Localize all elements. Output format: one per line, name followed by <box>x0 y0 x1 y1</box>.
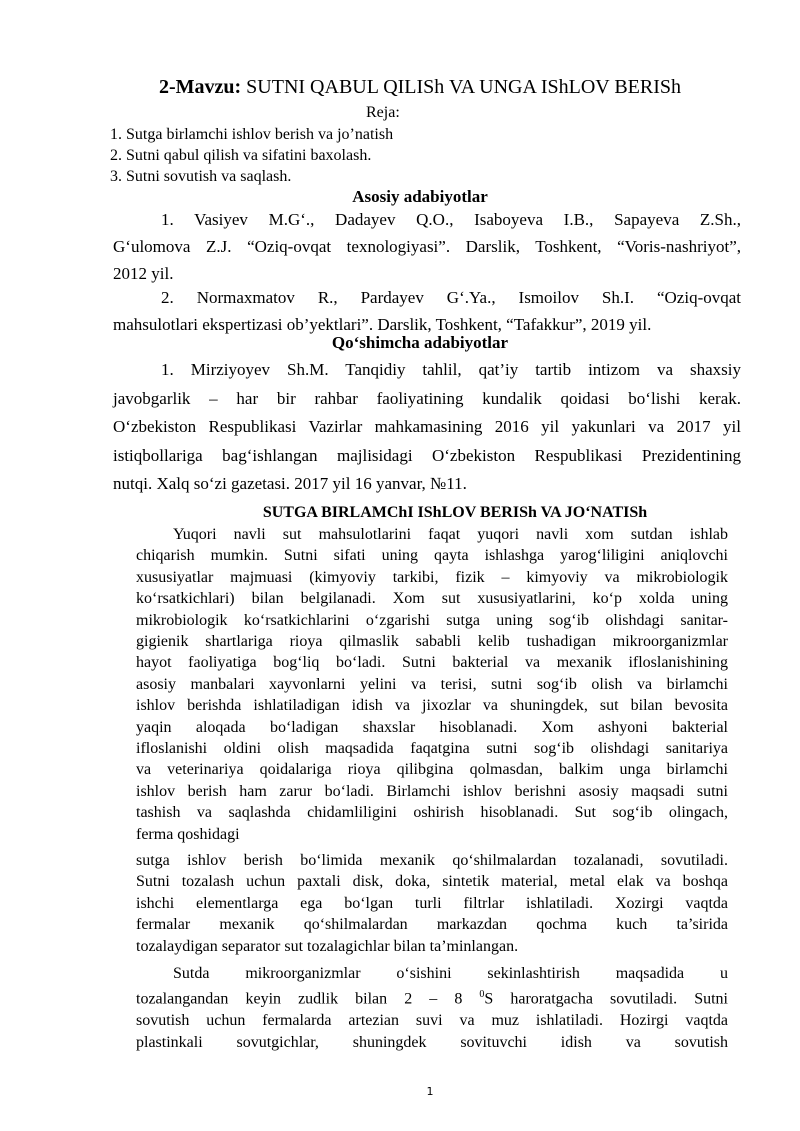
plan-heading: Reja: <box>366 104 400 121</box>
text-line: mikrobiologik ko‘rsatkichlarini o‘zgarishi sutga uning sog‘ib olishdagi sanitar- <box>136 611 728 629</box>
reference-line: 2. Normaxmatov R., Pardayev G‘.Ya., Ismoilov Sh.I. “Oziq-ovqat <box>161 288 741 307</box>
title-prefix: 2-Mavzu: <box>158 76 242 98</box>
main-literature-item-1 <box>113 206 741 287</box>
text-line: yaqin aloqada bo‘ladigan shaxslar hisoblanadi. Xom ashyoni bakterial <box>136 718 728 736</box>
degree-superscript: 0 <box>479 989 485 1001</box>
text-line: gigienik shartlariga rioya qilmaslik sababli kelib tushadigan mikroorganizmlar <box>136 633 728 651</box>
reference-line: 1. Mirziyoyev Sh.M. Tanqidiy tahlil, qat’iy tartib intizom va shaxsiy <box>161 360 741 379</box>
body-paragraph-3 <box>136 963 728 1053</box>
text-line: ferma qoshidagi <box>136 825 240 843</box>
main-literature-item-2 <box>113 284 741 338</box>
reference-line: javobgarlik – har bir rahbar faoliyatining kundalik qoidasi bo‘lishi kerak. <box>113 388 741 408</box>
text-fragment: S haroratgacha sovutiladi. Sutni <box>484 990 728 1008</box>
main-literature-heading: Asosiy adabiyotlar <box>352 187 488 206</box>
text-line: Sutda mikroorganizmlar o‘sishini sekinlashtirish maqsadida u <box>173 965 728 982</box>
text-line: asosiy manbalari xayvonlarni yelini va terisi, sutni sog‘ib olish va birlamchi <box>136 675 728 693</box>
reference-line: nutqi. Xalq so‘zi gazetasi. 2017 yil 16 yanvar, №11. <box>113 474 467 493</box>
plan-item: 1. Sutga birlamchi ishlov berish va jo’natish <box>110 126 394 143</box>
body-paragraph-1 <box>136 524 728 845</box>
page-title <box>0 76 800 99</box>
text-line: ishlov berishda ishlatiladigan idish va jixozlar va shuningdek, sut bilan bevosita <box>136 697 728 715</box>
plan-list <box>110 124 393 187</box>
plan-item: 2. Sutni qabul qilish va sifatini baxolash. <box>110 147 372 164</box>
text-fragment: tozalangandan keyin zudlik bilan 2 – 8 <box>136 990 480 1008</box>
reference-line: mahsulotlari ekspertizasi ob’yektlari”. Darslik, Toshkent, “Tafakkur”, 2019 yil. <box>113 315 652 334</box>
text-line: ifloslanishi oldini olish maqsadida faqatgina sutni sog‘ib olishdagi sanitariya <box>136 740 728 758</box>
extra-literature-item-1 <box>113 356 741 499</box>
text-line: va veterinariya qoidalariga rioya qilibgina qolmasdan, balkim unga birlamchi <box>136 761 728 779</box>
text-line: sovutish uchun fermalarda artezian suvi va muz ishlatiladi. Hozirgi vaqtda <box>136 1012 728 1030</box>
text-line: hayot faoliyatiga bog‘liq bo‘ladi. Sutni bakterial va mexanik ifloslanishining <box>136 654 728 672</box>
title-text: SUTNI QABUL QILISh VA UNGA IShLOV BERISh <box>241 76 682 98</box>
text-line: xususiyatlar majmuasi (kimyoviy tarkibi, fizik – kimyoviy va mikrobiologik <box>136 568 728 586</box>
text-line: ishlov berish ham zarur bo‘ladi. Birlamchi ishlov berishni asosiy maqsadi sutni <box>136 782 728 800</box>
text-line: Sutni tozalash uchun paxtali disk, doka, sintetik material, metal elak va boshqa <box>136 873 728 891</box>
reference-line: G‘ulomova Z.J. “Oziq-ovqat texnologiyasi”. Darslik, Toshkent, “Voris-nashriyot”, <box>113 237 741 256</box>
reference-line: istiqbollariga bag‘ishlangan majlisidagi O‘zbekiston Respublikasi Prezidentining <box>113 445 741 465</box>
page-number: 1 <box>426 1085 434 1098</box>
text-line: chiqarish mumkin. Sutni sifati uning qayta ishlashga yarog‘liligini aniqlovchi <box>136 547 728 565</box>
extra-literature-heading: Qo‘shimcha adabiyotlar <box>331 333 509 352</box>
text-line: plastinkali sovutgichlar, shuningdek sovituvchi idish va sovutish <box>136 1033 728 1051</box>
text-line: Yuqori navli sut mahsulotlarini faqat yuqori navli xom sutdan ishlab <box>173 526 728 543</box>
text-line: fermalar mexanik qo‘shilmalardan markazdan qochma kuch ta’sirida <box>136 916 728 934</box>
reference-line: 2012 yil. <box>113 264 174 283</box>
text-line: tozalaydigan separator sut tozalagichlar bilan ta’minlangan. <box>136 937 519 955</box>
text-line: tashish va saqlashda chidamliligini oshirish hisoblanadi. Sut sog‘ib olingach, <box>136 804 728 822</box>
plan-item: 3. Sutni sovutish va saqlash. <box>110 168 292 185</box>
section-heading: SUTGA BIRLAMChI IShLOV BERISh VA JO‘NATISh <box>262 504 648 521</box>
reference-line: O‘zbekiston Respublikasi Vazirlar mahkamasining 2016 yil yakunlari va 2017 yil <box>113 417 741 436</box>
text-line <box>136 984 728 1010</box>
text-line: ko‘rsatkichlari) bilan belgilanadi. Xom sut xususiyatlarini, ko‘p xolda uning <box>136 590 728 608</box>
text-line: sutga ishlov berish bo‘limida mexanik qo‘shilmalardan tozalanadi, sovutiladi. <box>136 852 728 869</box>
reference-line: 1. Vasiyev M.G‘., Dadayev Q.O., Isaboyeva I.B., Sapayeva Z.Sh., <box>161 210 741 229</box>
text-line: ishchi elementlarga ega bo‘lgan turli filtrlar ishlatiladi. Xozirgi vaqtda <box>136 894 728 912</box>
body-paragraph-2 <box>136 850 728 957</box>
